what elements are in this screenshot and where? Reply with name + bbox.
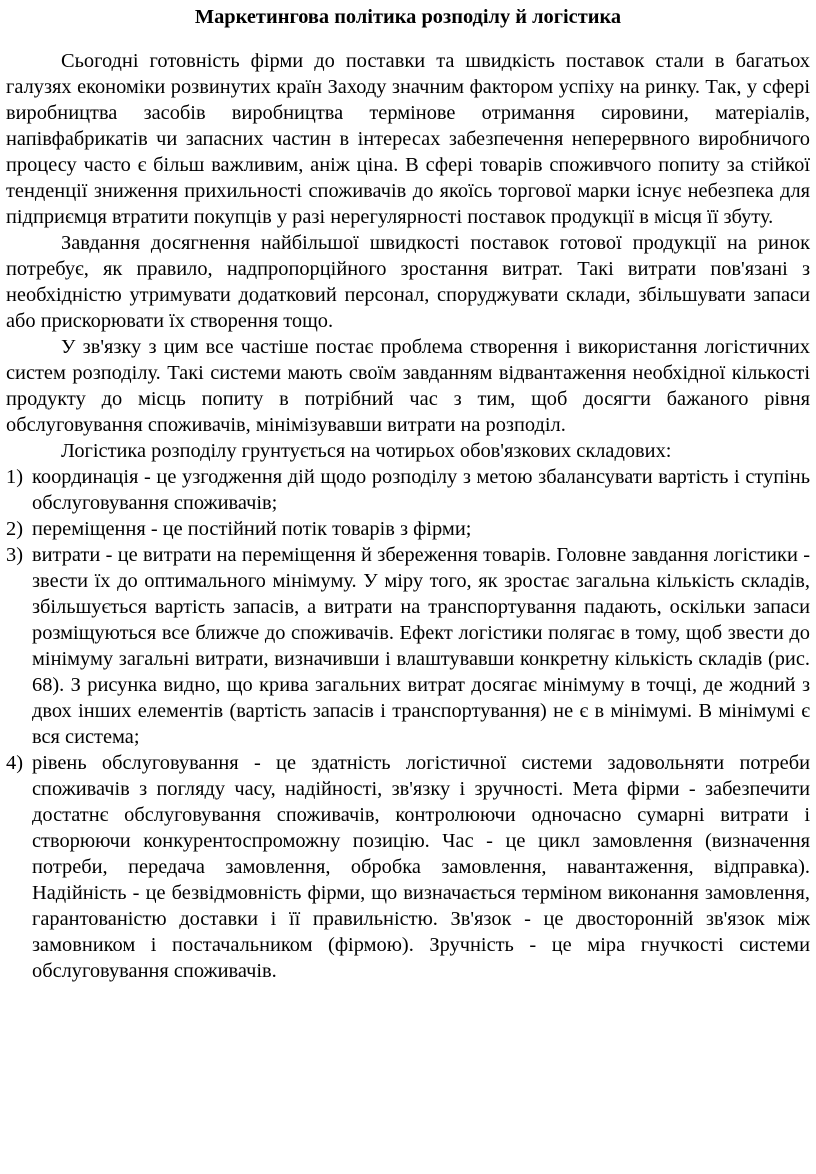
components-list <box>6 464 810 984</box>
list-item-number: 1) <box>6 466 23 488</box>
list-item-number: 3) <box>6 544 23 566</box>
paragraph-logistics-systems: У зв'язку з цим все частіше постає проблема створення і використання логістичних систем розподілу. Такі системи мають своїм завданням відвантаження необхідної кількості продукту до місць попиту в потрібний час з тим, щоб досягти бажаного рівня обслуговування споживачів, мінімізувавши витрати на розподіл. <box>6 336 810 436</box>
list-item <box>6 750 810 984</box>
list-item <box>6 516 810 542</box>
list-item-text: переміщення - це постійний потік товарів з фірми; <box>32 518 472 540</box>
paragraph-components-intro: Логістика розподілу грунтується на чотирьох обов'язкових складових: <box>61 440 672 462</box>
list-item <box>6 464 810 516</box>
list-item-text: координація - це узгодження дій щодо розподілу з метою збалансувати вартість і ступінь обслуговування споживачів; <box>32 466 810 514</box>
list-item-number: 4) <box>6 752 23 774</box>
document-title: Маркетингова політика розподілу й логістика <box>194 6 622 28</box>
list-item-text: витрати - це витрати на переміщення й збереження товарів. Головне завдання логістики - звести їх до оптимального мінімуму. У міру того, як зростає загальна кількість складів, збільшується вартість запасів, а витрати на транспортування падають, оскільки запаси розміщуються все ближче до споживачів. Ефект логістики полягає в тому, щоб звести до мінімуму загальні витрати, визначивши і влаштувавши конкретну кількість складів (рис. 68). З рисунка видно, що крива загальних витрат досягає мінімуму в точці, де жодний з двох інших елементів (вартість запасів і транспортування) не є в мінімумі. В мінімумі є вся система; <box>32 544 810 748</box>
list-item <box>6 542 810 750</box>
list-item-text: рівень обслуговування - це здатність логістичної системи задовольняти потреби споживачів з погляду часу, надійності, зв'язку і зручності. Мета фірми - забезпечити достатнє обслуговування споживачів, контролюючи одночасно сумарні витрати і створюючи конкурентоспроможну позицію. Час - це цикл замовлення (визначення потреби, передача замовлення, обробка замовлення, навантаження, відправка). Надійність - це безвідмовність фірми, що визначається терміном виконання замовлення, гарантованістю доставки і її правильністю. Зв'язок - це двосторонній зв'язок між замовником і постачальником (фірмою). Зручність - це міра гнучкості системи обслуговування споживачів. <box>32 752 810 982</box>
paragraph-intro: Сьогодні готовність фірми до поставки та швидкість поставок стали в багатьох галузях економіки розвинутих країн Заходу значним фактором успіху на ринку. Так, у сфері виробництва засобів виробництва термінове отримання сировини, матеріалів, напівфабрикатів чи запасних частин в інтересах забезпечення неперервного виробничого процесу часто є більш важливим, аніж ціна. В сфері товарів споживчого попиту за стійкої тенденції зниження прихильності споживачів до якоїсь торгової марки існує небезпека для підприємця втратити покупців у разі нерегулярності поставок продукції в місця її збуту. <box>6 50 810 228</box>
list-item-number: 2) <box>6 518 23 540</box>
paragraph-costs: Завдання досягнення найбільшої швидкості поставок готової продукції на ринок потребує, як правило, надпропорційного зростання витрат. Такі витрати пов'язані з необхідністю утримувати додатковий персонал, споруджувати склади, збільшувати запаси або прискорювати їх створення тощо. <box>6 232 810 332</box>
